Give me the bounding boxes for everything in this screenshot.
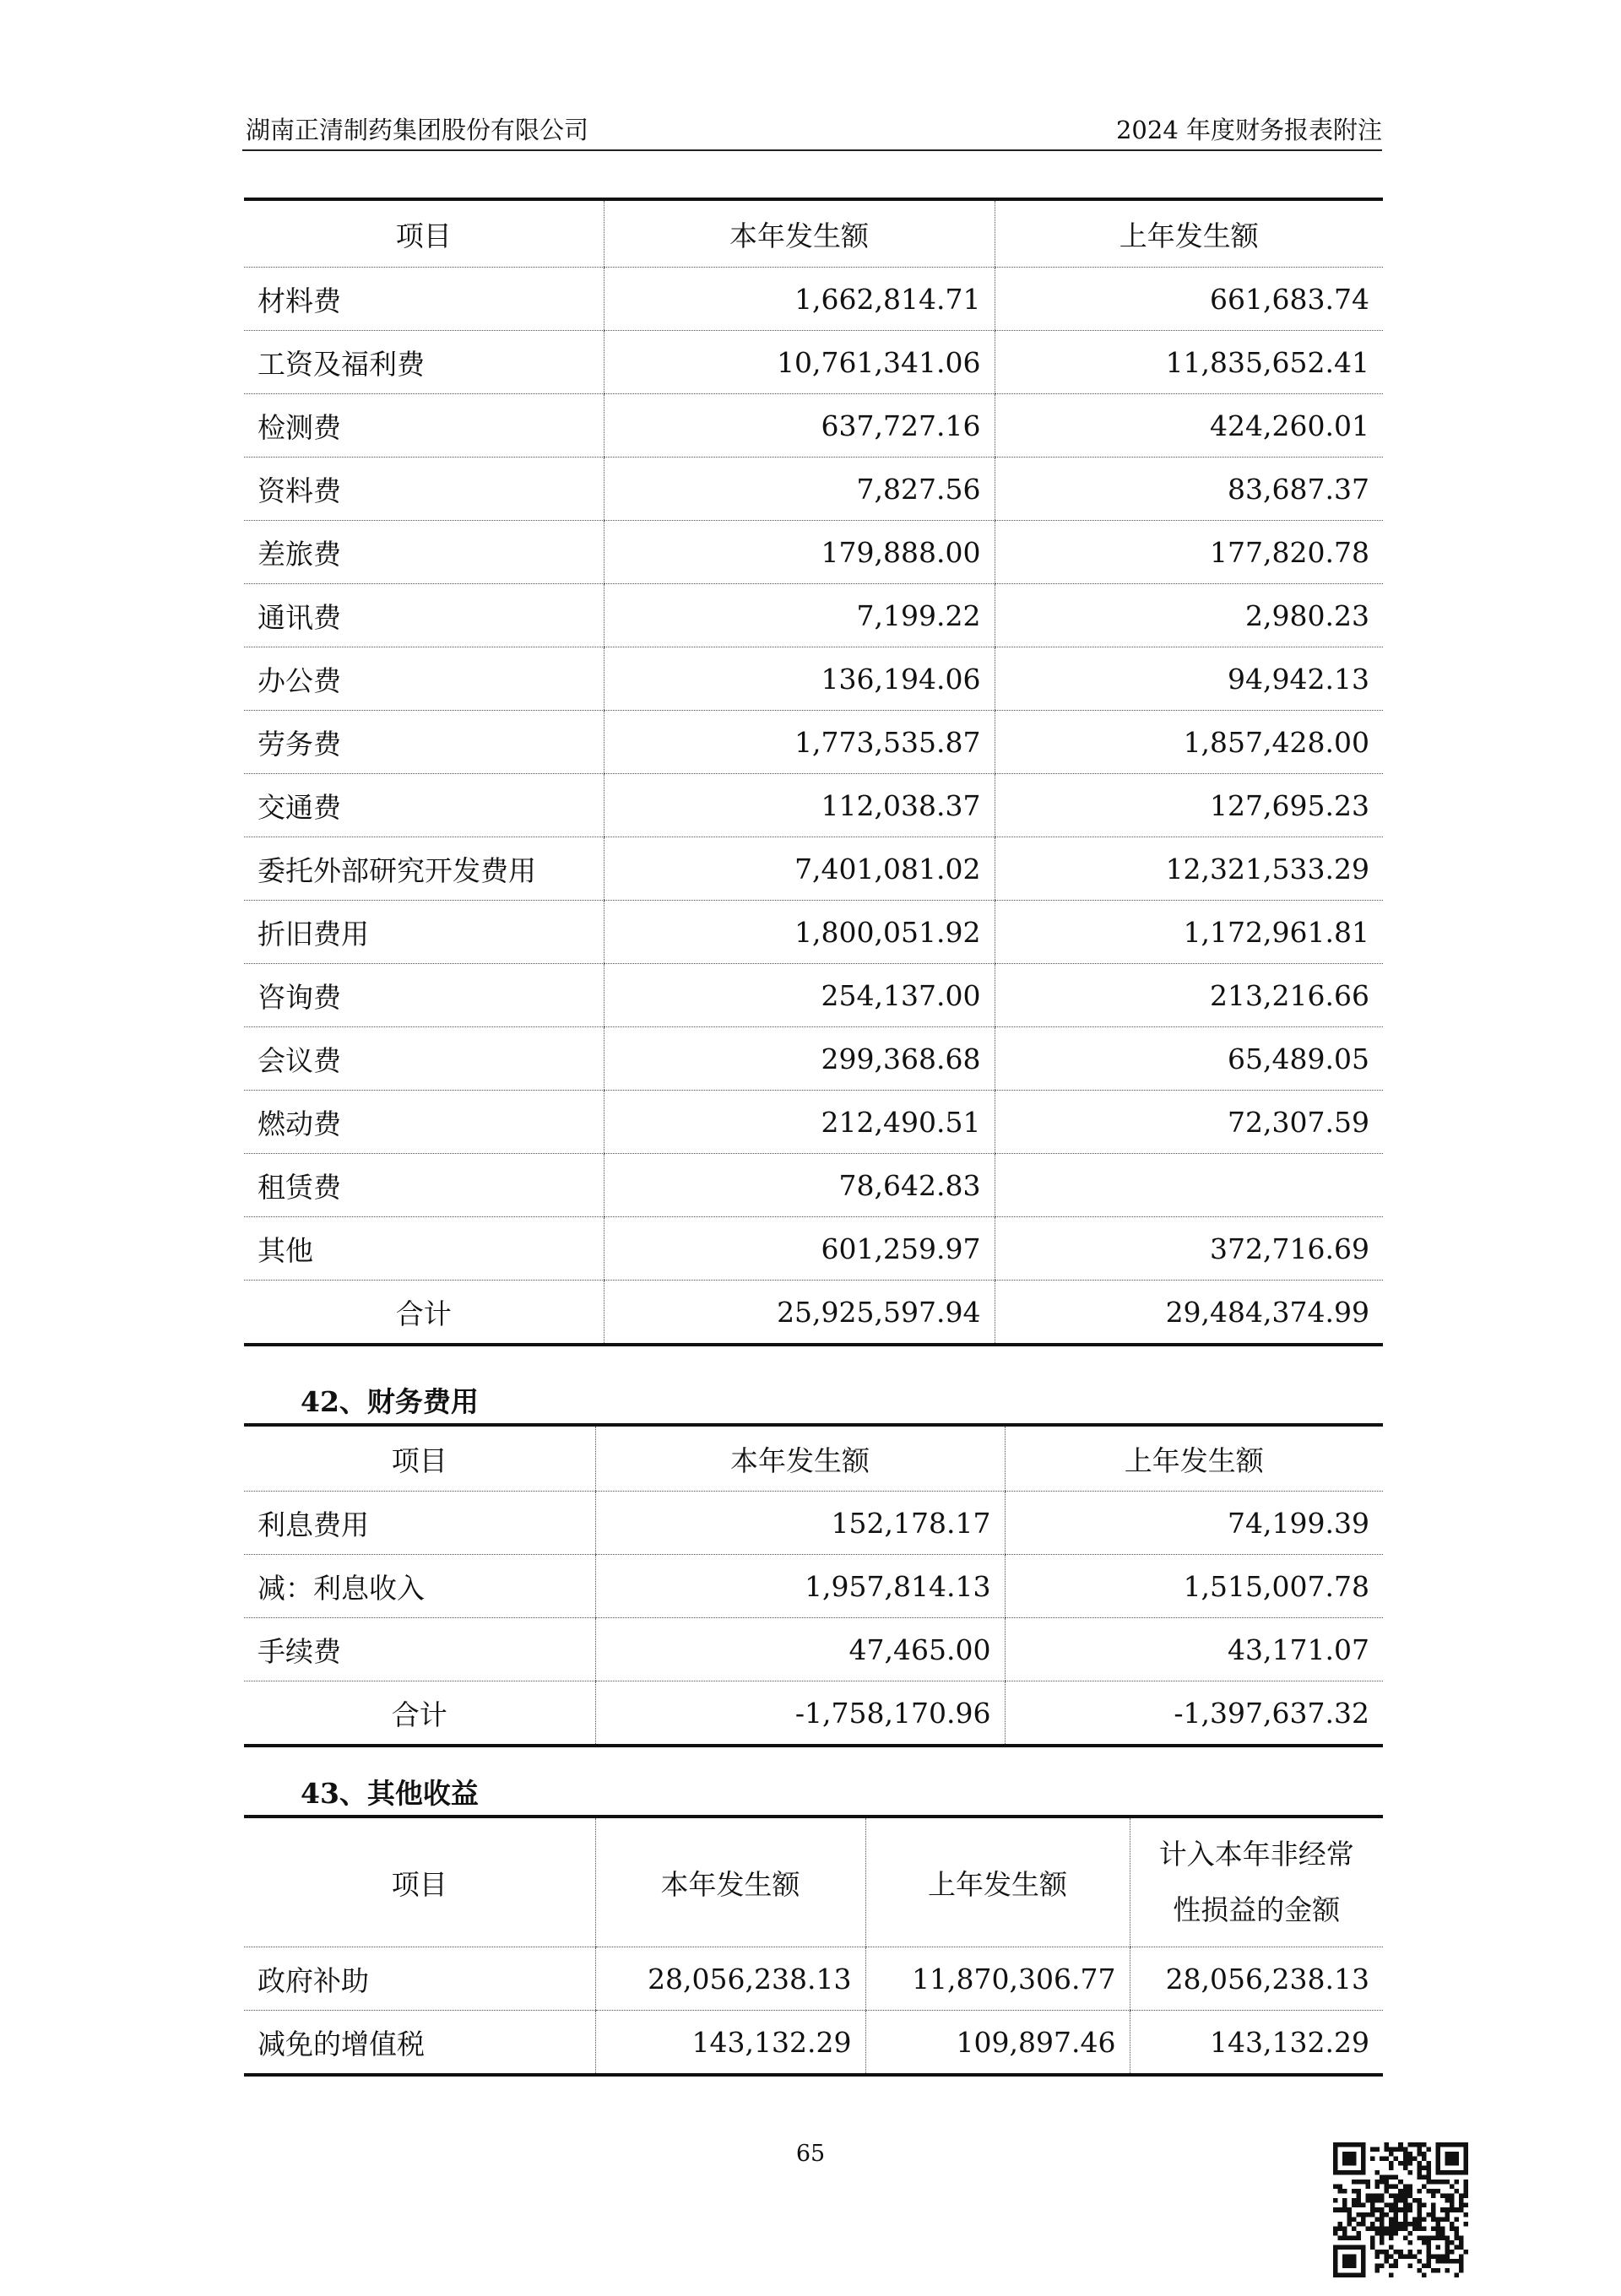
row-label: 其他 — [244, 1217, 604, 1281]
table-row — [244, 901, 1383, 964]
row-value: 94,942.13 — [995, 647, 1383, 711]
row-value: 28,056,238.13 — [1130, 1947, 1383, 2011]
header-report-title: 2024 年度财务报表附注 — [1115, 116, 1382, 144]
col-header-prior-year: 上年发生额 — [995, 199, 1383, 268]
row-value: 11,835,652.41 — [995, 331, 1383, 394]
row-value: 65,489.05 — [995, 1027, 1383, 1091]
row-value: 43,171.07 — [1005, 1618, 1383, 1681]
page-number: 65 — [795, 2141, 826, 2167]
table-row — [244, 1217, 1383, 1281]
table-header-row — [244, 1425, 1383, 1492]
row-label: 利息费用 — [244, 1492, 595, 1555]
table-row — [244, 521, 1383, 584]
row-label: 租赁费 — [244, 1154, 604, 1217]
section-title-other-income: 43、其他收益 — [301, 1777, 479, 1810]
col-header-current-year: 本年发生额 — [595, 1817, 865, 1947]
table-row — [244, 394, 1383, 458]
col-header-current-year: 本年发生额 — [595, 1425, 1005, 1492]
row-label: 劳务费 — [244, 711, 604, 774]
row-value: 179,888.00 — [604, 521, 995, 584]
row-value: 12,321,533.29 — [995, 837, 1383, 901]
col-header-nonrecurring-line1: 计入本年非经常 — [1158, 1838, 1354, 1871]
row-label: 燃动费 — [244, 1091, 604, 1154]
row-value: 72,307.59 — [995, 1091, 1383, 1154]
row-label: 减免的增值税 — [244, 2011, 595, 2076]
table-row — [244, 647, 1383, 711]
row-label: 差旅费 — [244, 521, 604, 584]
header-divider — [242, 149, 1382, 151]
table-row — [244, 458, 1383, 521]
row-value: 1,662,814.71 — [604, 268, 995, 331]
row-label: 折旧费用 — [244, 901, 604, 964]
row-value: 11,870,306.77 — [865, 1947, 1130, 2011]
col-header-nonrecurring — [1130, 1817, 1383, 1947]
section-title-finance-expense: 42、财务费用 — [301, 1385, 479, 1418]
row-value: 661,683.74 — [995, 268, 1383, 331]
table-row — [244, 1947, 1383, 2011]
total-label: 合计 — [244, 1281, 604, 1346]
row-label: 咨询费 — [244, 964, 604, 1027]
row-label: 资料费 — [244, 458, 604, 521]
row-value: 28,056,238.13 — [595, 1947, 865, 2011]
row-label: 政府补助 — [244, 1947, 595, 2011]
row-label: 工资及福利费 — [244, 331, 604, 394]
row-label: 委托外部研究开发费用 — [244, 837, 604, 901]
row-value: 136,194.06 — [604, 647, 995, 711]
row-label: 交通费 — [244, 774, 604, 837]
table-row — [244, 584, 1383, 647]
table-row — [244, 774, 1383, 837]
finance-expense-table — [244, 1423, 1383, 1747]
row-value: 1,172,961.81 — [995, 901, 1383, 964]
col-header-item: 项目 — [244, 199, 604, 268]
table-row — [244, 1154, 1383, 1217]
row-value: 424,260.01 — [995, 394, 1383, 458]
total-value: 25,925,597.94 — [604, 1281, 995, 1346]
other-income-table — [244, 1815, 1383, 2077]
qr-code — [1333, 2142, 1468, 2277]
table-row — [244, 1555, 1383, 1618]
row-value: 1,515,007.78 — [1005, 1555, 1383, 1618]
table-header-row — [244, 199, 1383, 268]
row-label: 通讯费 — [244, 584, 604, 647]
table-row — [244, 1618, 1383, 1681]
table-header-row — [244, 1817, 1383, 1947]
total-row — [244, 1681, 1383, 1746]
row-label: 办公费 — [244, 647, 604, 711]
row-label: 手续费 — [244, 1618, 595, 1681]
table-row — [244, 964, 1383, 1027]
table-row — [244, 331, 1383, 394]
row-value: 143,132.29 — [595, 2011, 865, 2076]
row-value: 7,199.22 — [604, 584, 995, 647]
table-row — [244, 2011, 1383, 2076]
row-label: 检测费 — [244, 394, 604, 458]
row-value: 152,178.17 — [595, 1492, 1005, 1555]
table-row — [244, 1492, 1383, 1555]
row-value: 601,259.97 — [604, 1217, 995, 1281]
row-value: 1,957,814.13 — [595, 1555, 1005, 1618]
row-value: 74,199.39 — [1005, 1492, 1383, 1555]
row-value: 78,642.83 — [604, 1154, 995, 1217]
row-value — [995, 1154, 1383, 1217]
table-row — [244, 268, 1383, 331]
row-value: 109,897.46 — [865, 2011, 1130, 2076]
table-row — [244, 1027, 1383, 1091]
total-value: -1,758,170.96 — [595, 1681, 1005, 1746]
col-header-current-year: 本年发生额 — [604, 199, 995, 268]
row-value: 212,490.51 — [604, 1091, 995, 1154]
header-company: 湖南正清制药集团股份有限公司 — [246, 116, 589, 144]
total-value: -1,397,637.32 — [1005, 1681, 1383, 1746]
row-value: 213,216.66 — [995, 964, 1383, 1027]
row-value: 372,716.69 — [995, 1217, 1383, 1281]
row-value: 10,761,341.06 — [604, 331, 995, 394]
row-value: 1,773,535.87 — [604, 711, 995, 774]
table-row — [244, 837, 1383, 901]
row-value: 83,687.37 — [995, 458, 1383, 521]
row-value: 47,465.00 — [595, 1618, 1005, 1681]
row-label: 会议费 — [244, 1027, 604, 1091]
col-header-prior-year: 上年发生额 — [865, 1817, 1130, 1947]
row-value: 299,368.68 — [604, 1027, 995, 1091]
row-value: 143,132.29 — [1130, 2011, 1383, 2076]
total-value: 29,484,374.99 — [995, 1281, 1383, 1346]
row-value: 2,980.23 — [995, 584, 1383, 647]
row-value: 254,137.00 — [604, 964, 995, 1027]
col-header-nonrecurring-line2: 性损益的金额 — [1173, 1893, 1341, 1926]
table-row — [244, 1091, 1383, 1154]
total-row — [244, 1281, 1383, 1346]
table-row — [244, 711, 1383, 774]
row-label: 材料费 — [244, 268, 604, 331]
total-label: 合计 — [244, 1681, 595, 1746]
row-value: 7,827.56 — [604, 458, 995, 521]
row-value: 1,800,051.92 — [604, 901, 995, 964]
rd-expense-table — [244, 198, 1383, 1346]
col-header-item: 项目 — [244, 1425, 595, 1492]
row-value: 127,695.23 — [995, 774, 1383, 837]
row-value: 177,820.78 — [995, 521, 1383, 584]
col-header-prior-year: 上年发生额 — [1005, 1425, 1383, 1492]
row-value: 7,401,081.02 — [604, 837, 995, 901]
row-label: 减：利息收入 — [244, 1555, 595, 1618]
row-value: 637,727.16 — [604, 394, 995, 458]
row-value: 112,038.37 — [604, 774, 995, 837]
col-header-item: 项目 — [244, 1817, 595, 1947]
row-value: 1,857,428.00 — [995, 711, 1383, 774]
